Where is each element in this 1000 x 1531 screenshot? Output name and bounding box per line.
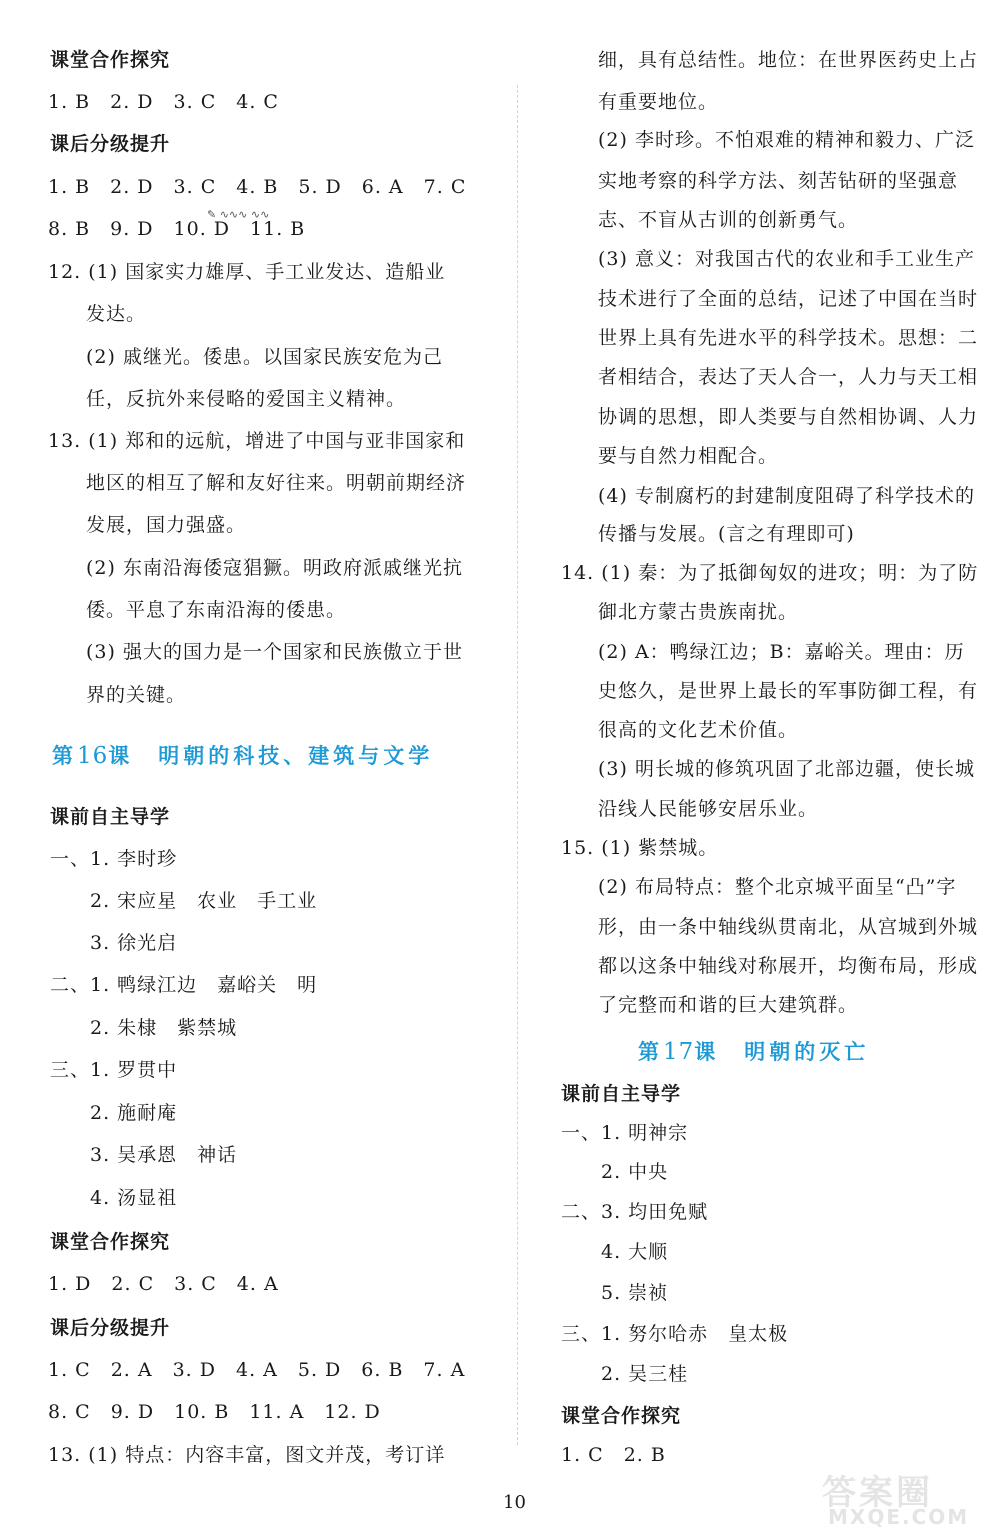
answer-line: 沿线人民能够安居乐业。 [598, 798, 819, 820]
answer-line: (3) 强大的国力是一个国家和民族傲立于世 [86, 641, 463, 663]
answer-line: (2) 布局特点：整个北京城平面呈“凸”字 [598, 876, 957, 898]
column-divider [517, 85, 518, 1445]
answer-line: (2) 戚继光。倭患。以国家民族安危为己 [86, 346, 443, 368]
answer-line: 形，由一条中轴线纵贯南北，从宫城到外城 [598, 916, 979, 938]
answer-line: 任，反抗外来侵略的爱国主义精神。 [86, 388, 407, 410]
answer-line: 14. (1) 秦：为了抵御匈奴的进攻；明：为了防 [561, 562, 979, 584]
lesson-number: 16 [77, 743, 109, 769]
section-heading: 课前自主导学 [561, 1083, 682, 1105]
answer-line: 史悠久，是世界上最长的军事防御工程，有 [598, 680, 979, 702]
answer-line: 二、1. 鸭绿江边 嘉峪关 明 [50, 974, 318, 996]
answer-line: 技术进行了全面的总结，记述了中国在当时 [598, 288, 979, 310]
answer-line: 13. (1) 特点：内容丰富，图文并茂，考订详 [48, 1444, 446, 1466]
answer-line: 御北方蒙古贵族南扰。 [598, 601, 799, 623]
answer-line: 实地考察的科学方法、刻苦钻研的坚强意 [598, 170, 959, 192]
answer-line: (2) 东南沿海倭寇猖獗。明政府派戚继光抗 [86, 557, 463, 579]
answer-line: 13. (1) 郑和的远航，增进了中国与亚非国家和 [48, 430, 466, 452]
answer-line: 协调的思想，即人类要与自然相协调、人力 [598, 406, 979, 428]
lesson-number: 17 [663, 1039, 695, 1065]
lesson-prefix: 第 [52, 744, 77, 768]
lesson-title: 课 明朝的灭亡 [694, 1040, 870, 1064]
handwritten-scribble: ✎ ∿∿∿ ∿∿ [207, 208, 270, 221]
answer-line: 2. 施耐庵 [90, 1102, 178, 1124]
answer-line: 1. C 2. B [561, 1444, 666, 1466]
answer-line: 要与自然力相配合。 [598, 445, 779, 467]
answer-line: 5. 崇祯 [601, 1282, 669, 1304]
answer-line: 世界上具有先进水平的科学技术。思想：二 [598, 327, 979, 349]
lesson-prefix: 第 [638, 1040, 663, 1064]
answer-line: 细，具有总结性。地位：在世界医药史上占 [598, 49, 979, 71]
section-heading: 课后分级提升 [50, 133, 171, 155]
answer-line: 者相结合，表达了天人合一，人力与天工相 [598, 366, 979, 388]
answer-line: 2. 中央 [601, 1161, 669, 1183]
answer-line: 志、不盲从古训的创新勇气。 [598, 209, 859, 231]
answer-line: 1. D 2. C 3. C 4. A [48, 1273, 279, 1295]
watermark-text: 答案圈 [822, 1473, 933, 1513]
answer-line: 4. 汤显祖 [90, 1187, 178, 1209]
answer-line: 了完整而和谐的巨大建筑群。 [598, 994, 859, 1016]
answer-line: 很高的文化艺术价值。 [598, 719, 799, 741]
lesson-title: 课 明朝的科技、建筑与文学 [108, 744, 434, 768]
answer-line: 15. (1) 紫禁城。 [561, 837, 719, 859]
answer-line: 2. 朱棣 紫禁城 [90, 1017, 238, 1039]
answer-line: 传播与发展。(言之有理即可) [598, 523, 855, 545]
section-heading: 课堂合作探究 [50, 1231, 171, 1253]
section-heading: 课堂合作探究 [561, 1405, 682, 1427]
answer-line: 一、1. 明神宗 [561, 1122, 689, 1144]
answer-line: (3) 意义：对我国古代的农业和手工业生产 [598, 248, 975, 270]
answer-line: (2) A：鸭绿江边；B：嘉峪关。理由：历 [598, 641, 965, 663]
answer-line: 1. C 2. A 3. D 4. A 5. D 6. B 7. A [48, 1359, 466, 1381]
answer-line: 三、1. 努尔哈赤 皇太极 [561, 1323, 789, 1345]
answer-line: 4. 大顺 [601, 1241, 669, 1263]
answer-line: 界的关键。 [86, 684, 187, 706]
watermark-logo [822, 1465, 992, 1527]
answer-line: 发展，国力强盛。 [86, 514, 247, 536]
answer-line: 二、3. 均田免赋 [561, 1201, 709, 1223]
answer-line: (2) 李时珍。不怕艰难的精神和毅力、广泛 [598, 129, 975, 151]
section-heading: 课后分级提升 [50, 1317, 171, 1339]
answer-line: 12. (1) 国家实力雄厚、手工业发达、造船业 [48, 261, 446, 283]
answer-line: 倭。平息了东南沿海的倭患。 [86, 599, 347, 621]
answer-line: 3. 徐光启 [90, 932, 178, 954]
answer-line: 三、1. 罗贯中 [50, 1059, 178, 1081]
answer-line: 2. 吴三桂 [601, 1363, 689, 1385]
answer-line: 2. 宋应星 农业 手工业 [90, 890, 318, 912]
section-heading: 课前自主导学 [50, 806, 171, 828]
answer-line: 一、1. 李时珍 [50, 848, 178, 870]
answer-line: 1. B 2. D 3. C 4. C [48, 91, 279, 113]
answer-line: 地区的相互了解和友好往来。明朝前期经济 [86, 472, 467, 494]
answer-line: 都以这条中轴线对称展开，均衡布局，形成 [598, 955, 979, 977]
answer-line: 有重要地位。 [598, 91, 719, 113]
answer-line: 8. B 9. D 10. D 11. B [48, 218, 306, 240]
page-number: 10 [503, 1492, 526, 1513]
answer-line: 8. C 9. D 10. B 11. A 12. D [48, 1401, 381, 1423]
answer-line: 1. B 2. D 3. C 4. B 5. D 6. A 7. C [48, 176, 467, 198]
watermark-url: MXQE.COM [828, 1505, 970, 1529]
answer-line: (4) 专制腐朽的封建制度阻碍了科学技术的 [598, 485, 975, 507]
section-heading: 课堂合作探究 [50, 49, 171, 71]
lesson-17-heading [638, 1036, 869, 1066]
lesson-16-heading [52, 740, 433, 770]
answer-line: 发达。 [86, 303, 147, 325]
answer-line: (3) 明长城的修筑巩固了北部边疆，使长城 [598, 758, 975, 780]
answer-line: 3. 吴承恩 神话 [90, 1144, 238, 1166]
